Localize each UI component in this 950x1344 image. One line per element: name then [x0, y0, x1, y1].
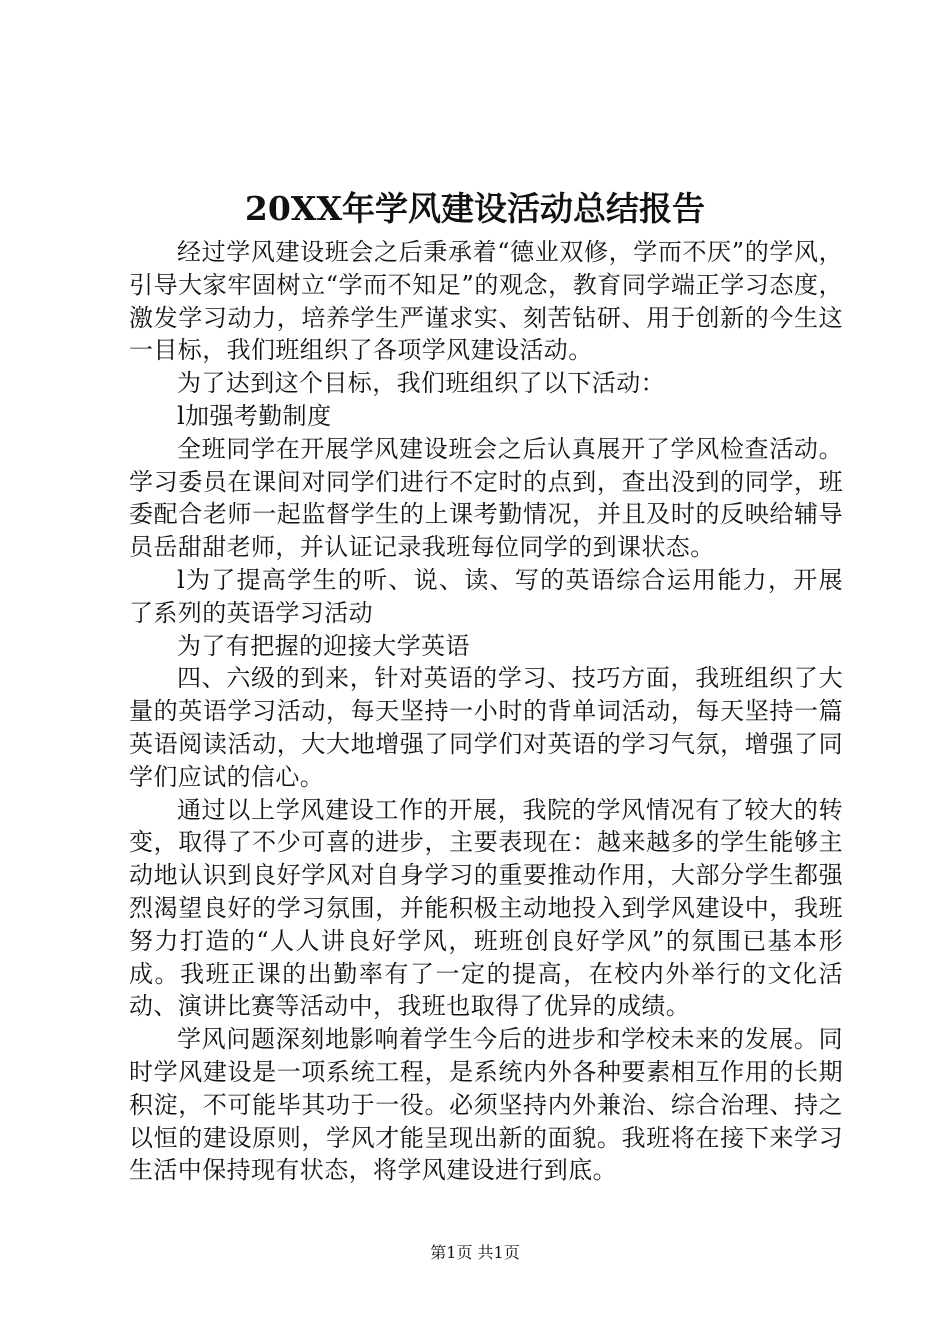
paragraph-results: 通过以上学风建设工作的开展，我院的学风情况有了较大的转变，取得了不少可喜的进步，主要表现在：越来越多的学生能够主动地认识到良好学风对自身学习的重要推动作用，大部分学生都强烈渴望良好的学习氛围，并能积极主动地投入到学风建设中，我班努力打造的“人人讲良好学风，班班创良好学风”的氛围已基本形成。我班正课的出勤率有了一定的提高，在校内外举行的文化活动、演讲比赛等活动中，我班也取得了优异的成绩。 — [129, 795, 843, 1021]
page-number-footer: 第1页 共1页 — [430, 1243, 520, 1262]
paragraph-goal: 为了达到这个目标，我们班组织了以下活动： — [177, 369, 665, 398]
paragraph-english-intro: 为了有把握的迎接大学英语 — [177, 631, 470, 660]
document-body — [129, 236, 843, 1187]
paragraph-conclusion: 学风问题深刻地影响着学生今后的进步和学校未来的发展。同时学风建设是一项系统工程，是系统内外各种要素相互作用的长期积淀，不可能毕其功于一役。必须坚持内外兼治、综合治理、持之以恒的建设原则，学风才能呈现出新的面貌。我班将在接下来学习生活中保持现有状态，将学风建设进行到底。 — [129, 1025, 843, 1185]
paragraph-attendance-heading: l加强考勤制度 — [177, 401, 332, 430]
paragraph-attendance: 全班同学在开展学风建设班会之后认真展开了学风检查活动。学习委员在课间对同学们进行不定时的点到，查出没到的同学，班委配合老师一起监督学生的上课考勤情况，并且及时的反映给辅导员岳甜甜老师，并认证记录我班每位同学的到课状态。 — [129, 434, 843, 562]
paragraph-english: 四、六级的到来，针对英语的学习、技巧方面，我班组织了大量的英语学习活动，每天坚持一小时的背单词活动，每天坚持一篇英语阅读活动，大大地增强了同学们对英语的学习气氛，增强了同学们应试的信心。 — [129, 664, 843, 791]
paragraph-english-heading: l为了提高学生的听、说、读、写的英语综合运用能力，开展了系列的英语学习活动 — [129, 565, 843, 627]
paragraph-intro: 经过学风建设班会之后秉承着“德业双修，学而不厌”的学风，引导大家牢固树立“学而不知足”的观念，教育同学端正学习态度，激发学习动力，培养学生严谨求实、刻苦钻研、用于创新的今生这一目标，我们班组织了各项学风建设活动。 — [129, 238, 843, 365]
document-title: 20XX年学风建设活动总结报告 — [244, 189, 706, 228]
